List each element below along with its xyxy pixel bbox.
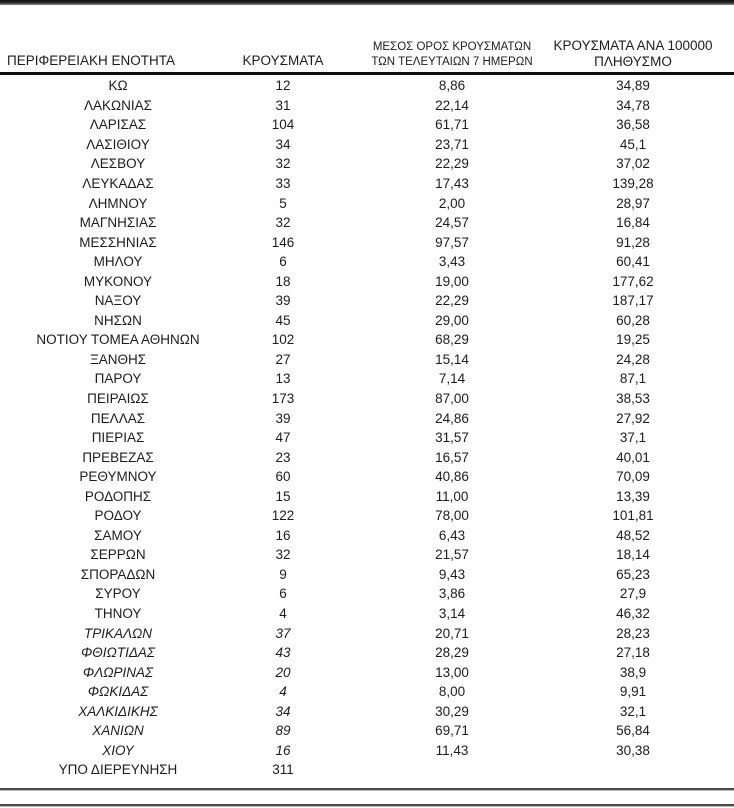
- cases-cell: 37: [275, 625, 291, 641]
- col-header-per100k-line1: ΚΡΟΥΣΜΑΤΑ ΑΝΑ 100000: [553, 38, 713, 53]
- per100k-cell: 91,28: [616, 234, 650, 250]
- per100k-cell: 65,23: [616, 566, 650, 582]
- region-cell: ΝΟΤΙΟΥ ΤΟΜΕΑ ΑΘΗΝΩΝ: [36, 332, 200, 348]
- per100k-cell: 70,09: [616, 469, 650, 485]
- cases-cell: 18: [275, 273, 291, 289]
- region-cell: ΜΗΛΟΥ: [93, 254, 143, 270]
- cases-cell: 27: [275, 351, 291, 367]
- table-row: [0, 565, 734, 585]
- cases-cell: 31: [275, 97, 291, 113]
- table-row: [0, 252, 734, 272]
- table-row: [0, 467, 734, 487]
- region-cell: ΛΕΣΒΟΥ: [90, 156, 146, 172]
- region-cell: ΞΑΝΘΗΣ: [89, 351, 147, 367]
- region-cell: ΣΥΡΟΥ: [95, 586, 141, 602]
- cases-cell: 32: [275, 156, 291, 172]
- avg7-cell: 23,71: [435, 136, 469, 152]
- table-row: [0, 291, 734, 311]
- bottom-divider-2: [0, 804, 734, 807]
- table-header-row: [0, 5, 734, 75]
- per100k-cell: 38,9: [619, 664, 647, 680]
- avg7-cell: 29,00: [435, 312, 469, 328]
- region-cell: ΚΩ: [108, 78, 128, 94]
- table-row: [0, 330, 734, 350]
- avg7-cell: 61,71: [435, 117, 469, 133]
- avg7-cell: 30,29: [435, 703, 469, 719]
- cases-cell: 43: [275, 645, 291, 661]
- avg7-cell: 68,29: [435, 332, 469, 348]
- table-row: [0, 526, 734, 546]
- per100k-cell: 16,84: [616, 215, 650, 231]
- table-row: [0, 604, 734, 624]
- region-cell: ΜΥΚΟΝΟΥ: [83, 273, 153, 289]
- per100k-cell: 30,38: [616, 742, 650, 758]
- region-cell: ΧΑΛΚΙΔΙΚΗΣ: [78, 703, 158, 719]
- cases-cell: 6: [279, 254, 287, 270]
- region-cell: ΣΠΟΡΑΔΩΝ: [80, 566, 156, 582]
- avg7-cell: 19,00: [435, 273, 469, 289]
- region-cell: ΡΕΘΥΜΝΟΥ: [79, 469, 157, 485]
- table-row: [0, 174, 734, 194]
- region-cell: ΠΙΕΡΙΑΣ: [91, 430, 145, 446]
- avg7-cell: 22,29: [435, 156, 469, 172]
- avg7-cell: 8,00: [438, 684, 466, 700]
- per100k-cell: 45,1: [619, 136, 647, 152]
- table-row: [0, 643, 734, 663]
- table-row: [0, 115, 734, 135]
- avg7-cell: 78,00: [435, 508, 469, 524]
- region-cell: ΝΑΞΟΥ: [94, 293, 142, 309]
- avg7-cell: 28,29: [435, 645, 469, 661]
- per100k-cell: 56,84: [616, 723, 650, 739]
- region-cell: ΠΕΙΡΑΙΩΣ: [87, 391, 149, 407]
- cases-cell: 173: [271, 391, 295, 407]
- region-cell: ΠΡΕΒΕΖΑΣ: [82, 449, 154, 465]
- per100k-cell: 46,32: [616, 606, 650, 622]
- table-row: [0, 682, 734, 702]
- cases-cell: 34: [275, 136, 291, 152]
- table-row: [0, 760, 734, 780]
- table-row: [0, 662, 734, 682]
- per100k-cell: 28,97: [616, 195, 650, 211]
- cases-cell: 122: [271, 508, 295, 524]
- cases-cell: 20: [275, 664, 291, 680]
- per100k-cell: 34,89: [616, 78, 650, 94]
- table-row: [0, 545, 734, 565]
- per100k-cell: 40,01: [616, 449, 650, 465]
- region-cell: ΝΗΣΩΝ: [94, 312, 142, 328]
- avg7-cell: 2,00: [438, 195, 466, 211]
- per100k-cell: 60,41: [616, 254, 650, 270]
- cases-cell: 311: [272, 762, 294, 778]
- per100k-cell: 60,28: [616, 312, 650, 328]
- per100k-cell: 37,02: [616, 156, 650, 172]
- avg7-cell: 22,14: [435, 97, 469, 113]
- cases-cell: 39: [275, 293, 291, 309]
- avg7-cell: 3,14: [438, 606, 466, 622]
- avg7-cell: 31,57: [435, 430, 469, 446]
- table-row: [0, 623, 734, 643]
- table-row: [0, 369, 734, 389]
- avg7-cell: 24,57: [435, 215, 469, 231]
- cases-cell: 102: [271, 332, 295, 348]
- col-header-region: ΠΕΡΙΦΕΡΕΙΑΚΗ ΕΝΟΤΗΤΑ: [7, 53, 176, 68]
- region-cell: ΡΟΔΟΠΗΣ: [84, 488, 152, 504]
- avg7-cell: 13,00: [435, 664, 469, 680]
- table-row: [0, 721, 734, 741]
- region-cell: ΛΑΡΙΣΑΣ: [89, 117, 147, 133]
- cases-cell: 16: [275, 527, 291, 543]
- col-header-cases: ΚΡΟΥΣΜΑΤΑ: [242, 53, 324, 68]
- cases-cell: 33: [275, 176, 291, 191]
- avg7-cell: 3,86: [438, 586, 466, 602]
- avg7-cell: 17,43: [435, 176, 469, 191]
- cases-cell: 32: [275, 215, 291, 231]
- avg7-cell: 20,71: [435, 625, 469, 641]
- table-row: [0, 702, 734, 722]
- avg7-cell: 6,43: [438, 527, 466, 543]
- cases-cell: 89: [275, 723, 291, 739]
- avg7-cell: 24,86: [435, 410, 469, 426]
- avg7-cell: 22,29: [435, 293, 469, 309]
- col-header-avg7-line1: ΜΕΣΟΣ ΟΡΟΣ ΚΡΟΥΣΜΑΤΩΝ: [372, 41, 532, 53]
- cases-cell: 12: [275, 78, 291, 94]
- avg7-cell: 7,14: [438, 371, 466, 387]
- cases-cell: 146: [271, 234, 295, 250]
- region-cell: ΛΑΣΙΘΙΟΥ: [86, 136, 150, 152]
- cases-cell: 16: [275, 742, 291, 758]
- table-row: [0, 135, 734, 155]
- col-header-per100k-line2: ΠΛΗΘΥΣΜΟ: [594, 53, 672, 69]
- avg7-cell: 3,43: [438, 254, 466, 270]
- per100k-cell: 34,78: [616, 97, 650, 113]
- region-cell: ΤΗΝΟΥ: [94, 606, 142, 622]
- region-cell: ΤΡΙΚΑΛΩΝ: [83, 625, 153, 641]
- col-header-per100k: [553, 38, 713, 69]
- table-row: [0, 428, 734, 448]
- bottom-divider-1: [0, 788, 734, 791]
- cases-cell: 13: [275, 371, 291, 387]
- table-row: [0, 506, 734, 526]
- avg7-cell: 9,43: [438, 566, 466, 582]
- cases-cell: 45: [275, 312, 291, 328]
- region-cell: ΛΗΜΝΟΥ: [88, 195, 148, 211]
- region-cell: ΛΕΥΚΑΔΑΣ: [82, 176, 154, 191]
- table-row: [0, 741, 734, 761]
- per100k-cell: 101,81: [612, 508, 654, 524]
- table-row: [0, 408, 734, 428]
- table-row: [0, 486, 734, 506]
- table-row: [0, 389, 734, 409]
- cases-cell: 5: [279, 195, 287, 211]
- per100k-cell: 139,28: [612, 176, 654, 191]
- per100k-cell: 24,28: [616, 351, 650, 367]
- avg7-cell: 11,43: [435, 742, 469, 758]
- table-row: [0, 350, 734, 370]
- region-cell: ΛΑΚΩΝΙΑΣ: [84, 97, 152, 113]
- cases-cell: 104: [271, 117, 295, 133]
- table-row: [0, 154, 734, 174]
- cases-cell: 4: [279, 606, 287, 622]
- avg7-cell: 40,86: [435, 469, 469, 485]
- per100k-cell: 27,18: [616, 645, 650, 661]
- per100k-cell: 38,53: [616, 391, 650, 407]
- avg7-cell: 21,57: [435, 547, 469, 563]
- region-cell: ΦΛΩΡΙΝΑΣ: [82, 664, 154, 680]
- avg7-cell: 8,86: [438, 78, 466, 94]
- avg7-cell: 16,57: [435, 449, 469, 465]
- table-row: [0, 213, 734, 233]
- avg7-cell: 15,14: [435, 351, 469, 367]
- table-row: [0, 76, 734, 96]
- table-row: [0, 271, 734, 291]
- per100k-cell: 48,52: [616, 527, 650, 543]
- region-cell: ΣΕΡΡΩΝ: [90, 547, 146, 563]
- region-cell: ΠΕΛΛΑΣ: [90, 410, 146, 426]
- table-row: [0, 232, 734, 252]
- col-header-avg7: [330, 40, 574, 69]
- cases-cell: 34: [275, 703, 291, 719]
- per100k-cell: 18,14: [616, 547, 650, 563]
- per100k-cell: 27,92: [616, 410, 650, 426]
- per100k-cell: 187,17: [612, 293, 654, 309]
- region-cell: ΦΩΚΙΔΑΣ: [87, 684, 149, 700]
- table-row: [0, 584, 734, 604]
- per100k-cell: 13,39: [616, 488, 650, 504]
- table-row: [0, 96, 734, 116]
- per100k-cell: 19,25: [616, 332, 650, 348]
- cases-cell: 23: [275, 449, 291, 465]
- table-body: [0, 75, 734, 780]
- per100k-cell: 9,91: [619, 684, 647, 700]
- cases-cell: 60: [275, 469, 291, 485]
- avg7-cell: 11,00: [435, 488, 469, 504]
- cases-cell: 47: [275, 430, 291, 446]
- table-row: [0, 193, 734, 213]
- cases-cell: 9: [279, 566, 287, 582]
- cases-cell: 32: [275, 547, 291, 563]
- region-cell: ΡΟΔΟΥ: [94, 508, 142, 524]
- col-header-avg7-line2: ΤΩΝ ΤΕΛΕΥΤΑΙΩΝ 7 ΗΜΕΡΩΝ: [371, 55, 533, 68]
- table-row: [0, 311, 734, 331]
- avg7-cell: 87,00: [435, 391, 469, 407]
- regional-cases-table: [0, 5, 734, 780]
- region-cell: ΜΕΣΣΗΝΙΑΣ: [79, 234, 157, 250]
- per100k-cell: 37,1: [619, 430, 647, 446]
- per100k-cell: 27,9: [619, 586, 647, 602]
- table-row: [0, 447, 734, 467]
- region-cell: ΠΑΡΟΥ: [94, 371, 142, 387]
- region-cell: ΜΑΓΝΗΣΙΑΣ: [79, 215, 157, 231]
- per100k-cell: 177,62: [612, 273, 654, 289]
- region-cell: ΧΙΟΥ: [102, 742, 134, 758]
- region-cell: ΥΠΟ ΔΙΕΡΕΥΝΗΣΗ: [58, 762, 178, 778]
- cases-cell: 4: [279, 684, 287, 700]
- cases-cell: 39: [275, 410, 291, 426]
- per100k-cell: 32,1: [619, 703, 647, 719]
- region-cell: ΣΑΜΟΥ: [94, 527, 142, 543]
- cases-cell: 6: [279, 586, 287, 602]
- per100k-cell: 28,23: [616, 625, 650, 641]
- avg7-cell: 69,71: [435, 723, 469, 739]
- cases-cell: 15: [275, 488, 291, 504]
- region-cell: ΧΑΝΙΩΝ: [92, 723, 144, 739]
- region-cell: ΦΘΙΩΤΙΔΑΣ: [81, 645, 155, 661]
- per100k-cell: 87,1: [619, 371, 647, 387]
- avg7-cell: 97,57: [435, 234, 469, 250]
- per100k-cell: 36,58: [616, 117, 650, 133]
